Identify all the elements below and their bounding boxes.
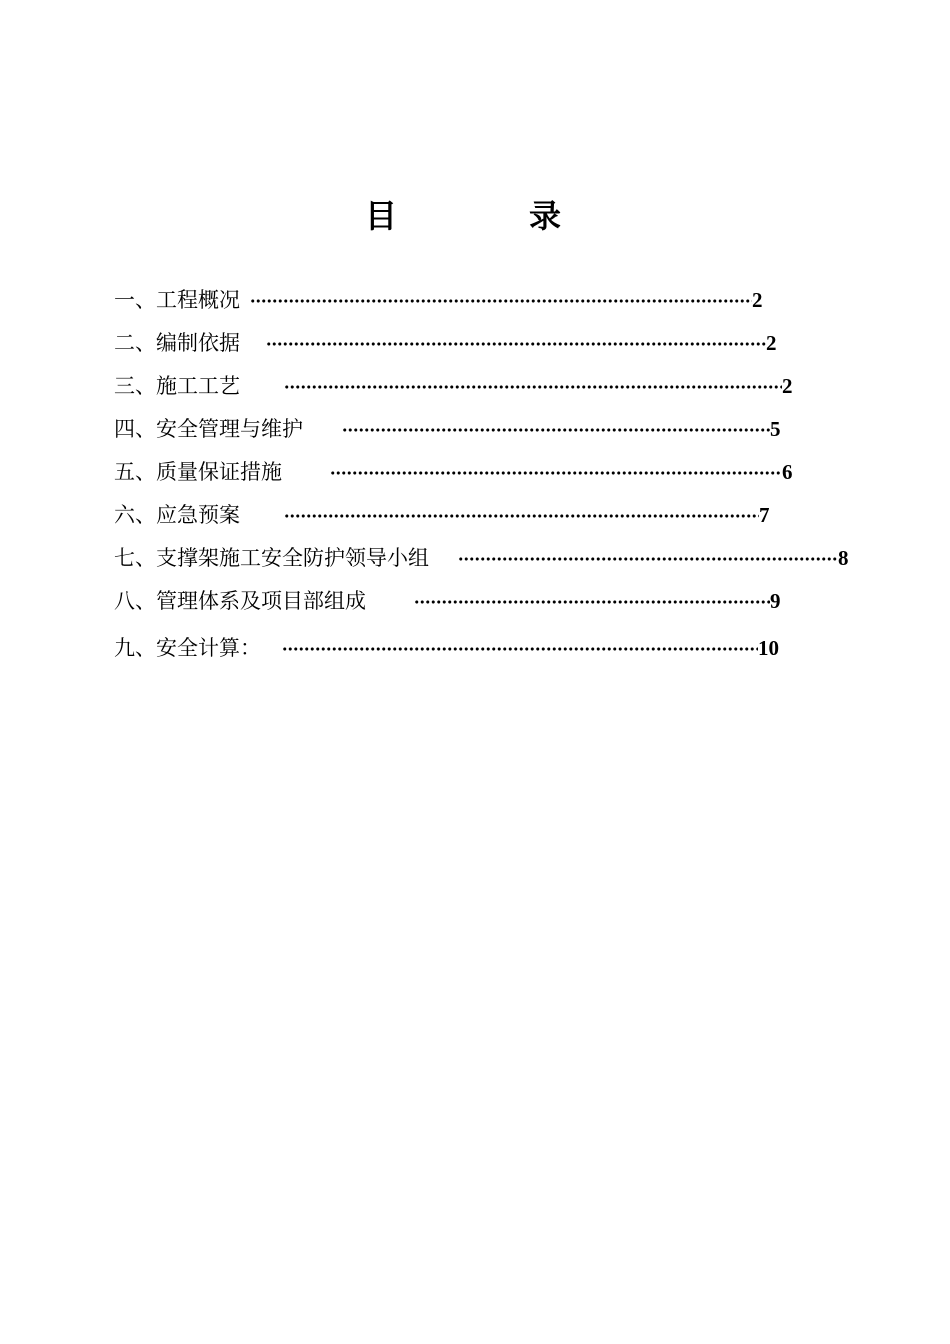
toc-leader-dots	[342, 428, 770, 432]
toc-leader-dots	[282, 647, 758, 651]
toc-leader-dots	[250, 299, 752, 303]
toc-entry-page: 10	[758, 636, 779, 660]
toc-entry-label: 四、安全管理与维护	[114, 417, 303, 441]
toc-entry-label: 六、应急预案	[114, 503, 240, 527]
toc-entry-page: 5	[770, 417, 781, 441]
toc-entry-page: 6	[782, 460, 793, 484]
toc-leader-dots	[284, 514, 759, 518]
toc-entry-page: 2	[766, 331, 777, 355]
toc-entry-page: 2	[782, 374, 793, 398]
toc-entry-label: 五、质量保证措施	[114, 460, 282, 484]
toc-entry-page: 9	[770, 589, 781, 613]
toc-entry-label: 三、施工工艺	[114, 374, 240, 398]
toc-title: 目 录	[364, 197, 611, 235]
toc-leader-dots	[266, 342, 766, 346]
toc-entry-page: 2	[752, 288, 763, 312]
toc-leader-dots	[458, 557, 838, 561]
toc-entry-label: 七、支撑架施工安全防护领导小组	[114, 546, 429, 570]
toc-leader-dots	[284, 385, 782, 389]
toc-entry-label: 九、安全计算：	[114, 636, 261, 660]
toc-entry-label: 八、管理体系及项目部组成	[114, 589, 366, 613]
toc-entry-label: 二、编制依据	[114, 331, 240, 355]
toc-leader-dots	[330, 471, 782, 475]
toc-entry-page: 7	[759, 503, 770, 527]
toc-entry-label: 一、工程概况	[114, 288, 240, 312]
toc-leader-dots	[414, 600, 770, 604]
toc-entry-page: 8	[838, 546, 849, 570]
